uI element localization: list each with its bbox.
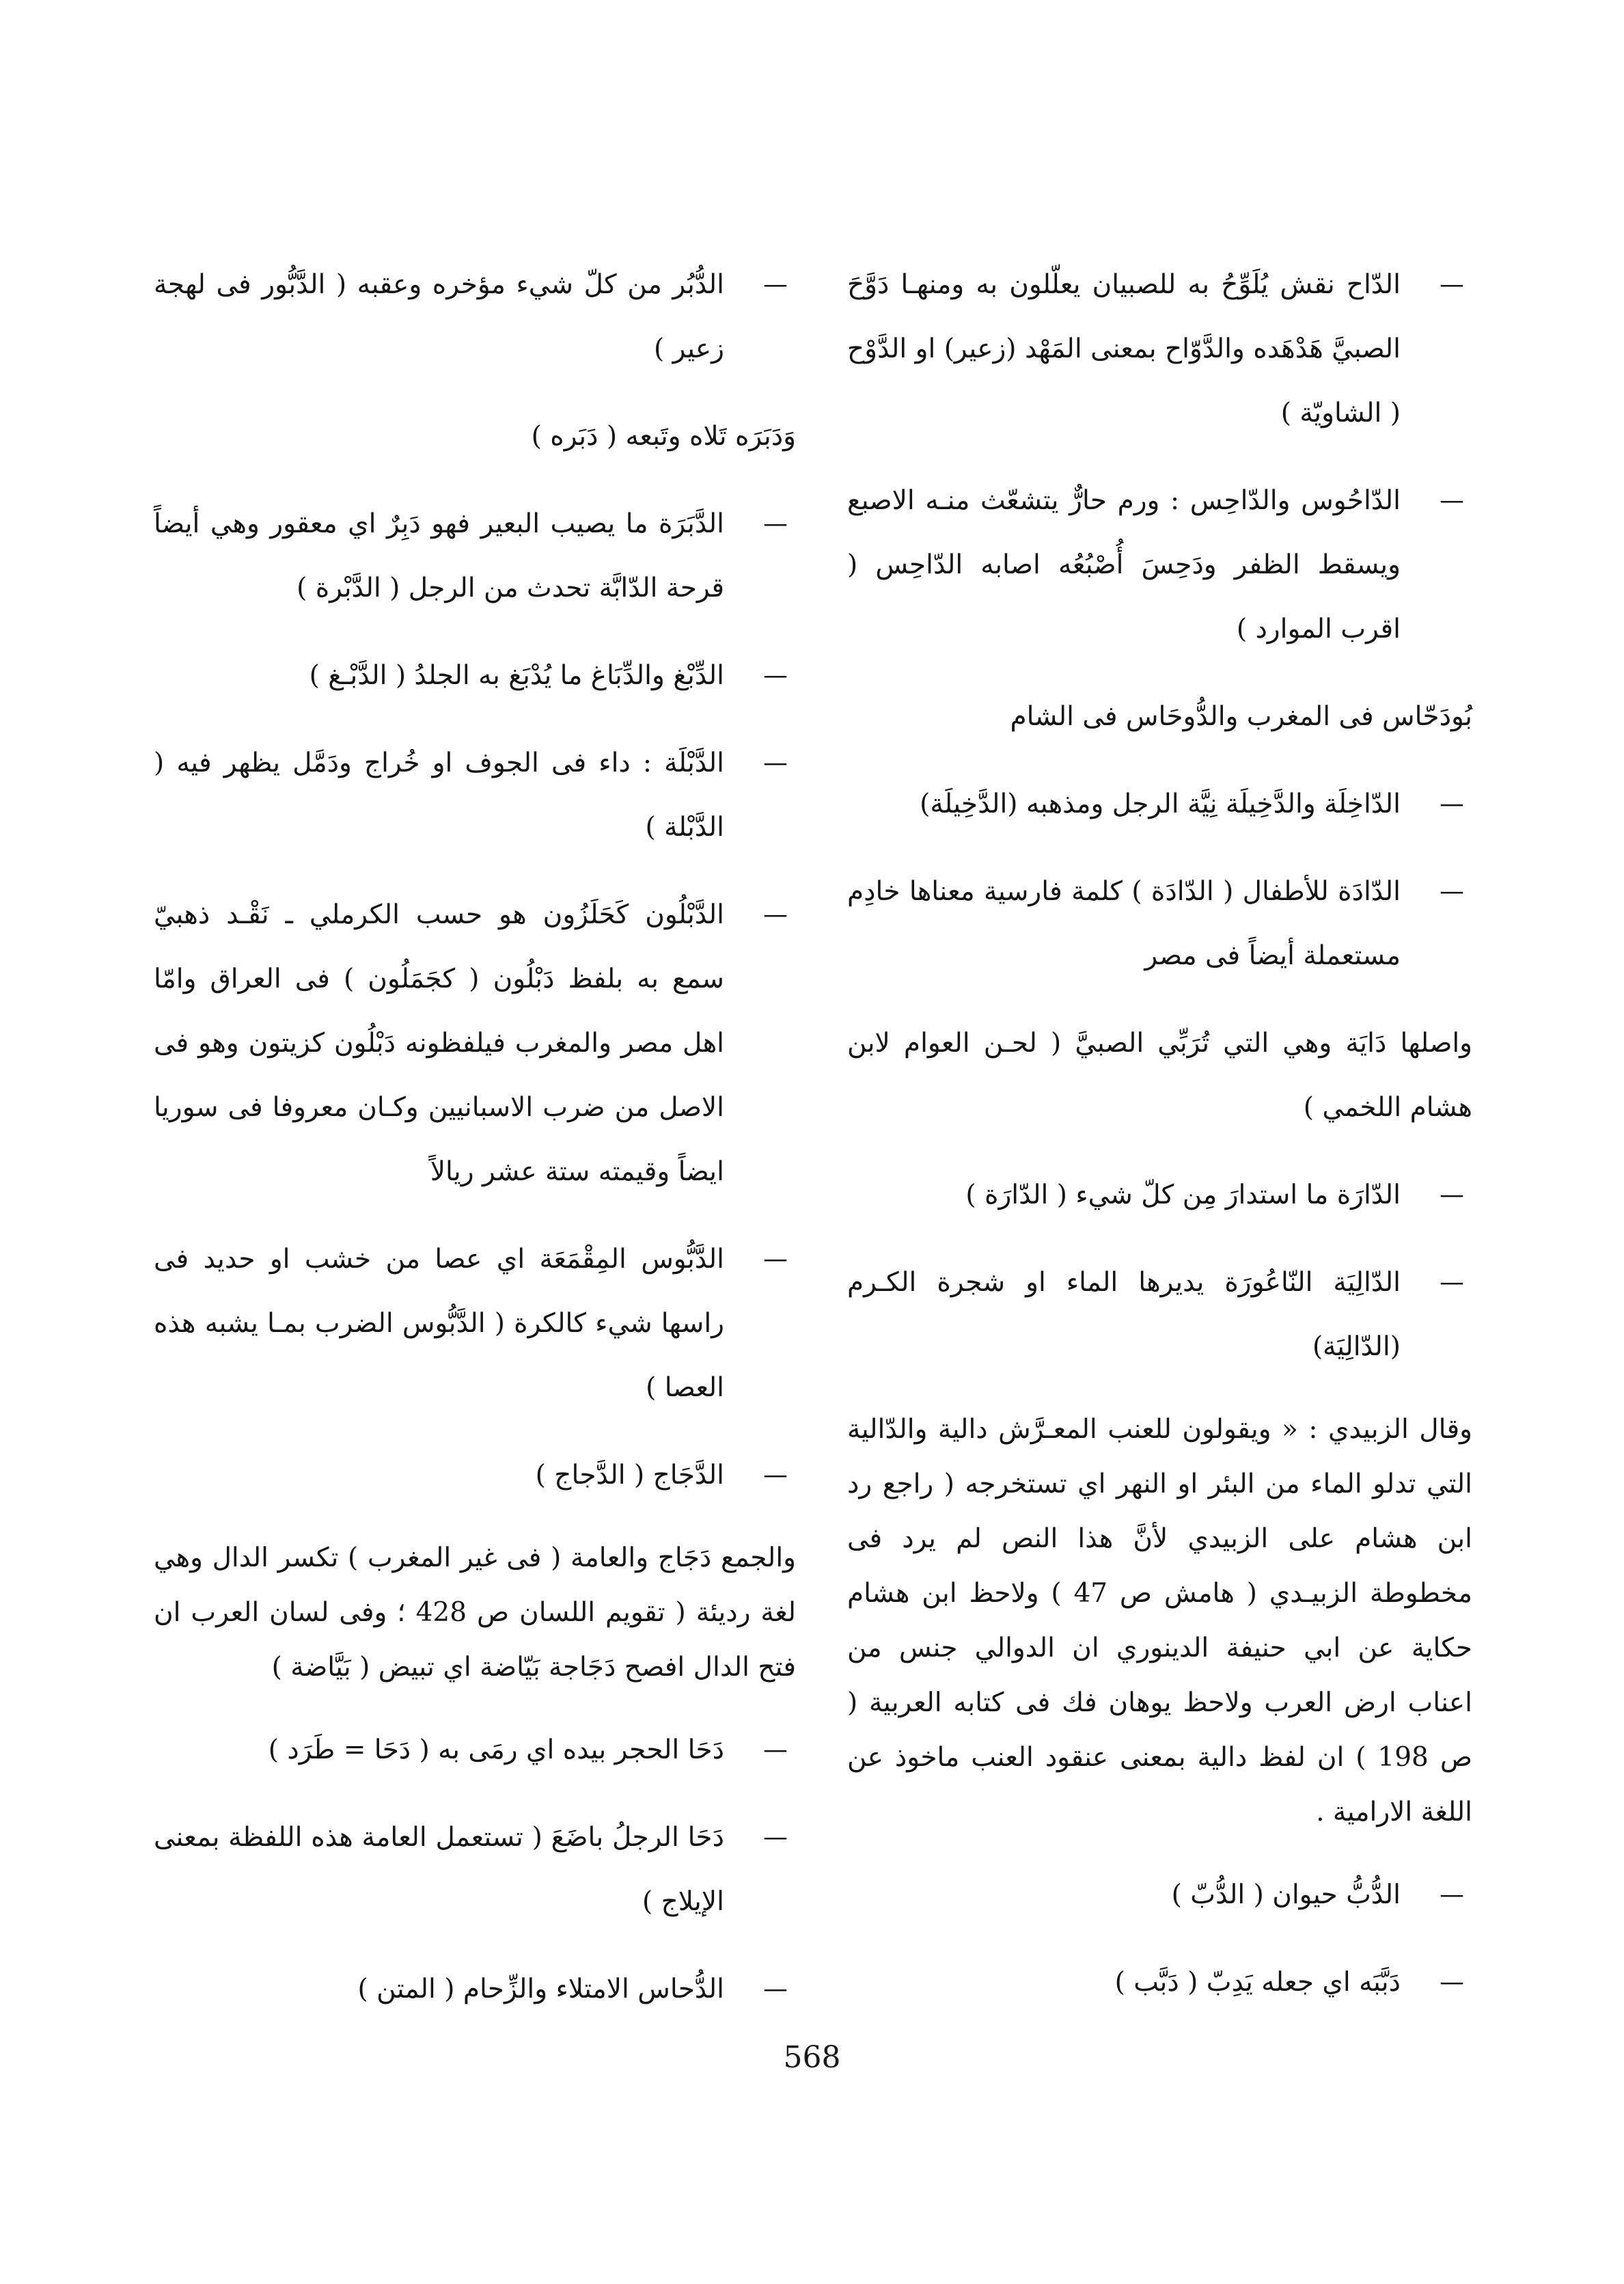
entry-dada [847, 860, 1472, 988]
entry-text: الدّادَة للأطفال ( الدّادَة ) كلمة فارسية معناها خادِم مستعملة أيضاً فى مصر [847, 876, 1401, 971]
entry-dablun [154, 883, 796, 1204]
entry-text: الدّاحُوس والدّاحِس : ورم حارٌّ يتشعّث منـه الاصبع ويسقط الظفر ودَحِسَ أُصْبُعُه اصابه الدّاحِس ( اقرب الموارد ) [847, 485, 1401, 644]
entry-text: دَحَا الحجر بيده اي رمَى به ( دَحَا = طَرَد ) [268, 1735, 724, 1765]
entry-dash: — [1440, 1881, 1464, 1909]
entry-text: دَبَّبَه اي جعله يَدِبّ ( دَبَّب ) [1114, 1967, 1401, 1998]
entry-text: الدِّبْغ والدِّبَاغ ما يُدْبَغ به الجلدُ ( الدَّبْـغ ) [309, 660, 724, 691]
entry-dash: — [1440, 1968, 1464, 1996]
page-number: 568 [783, 2040, 841, 2075]
entry-dash: — [1440, 878, 1464, 906]
entry-dash: — [763, 1461, 788, 1489]
entry-dakhila [847, 772, 1472, 837]
entry-dash: — [763, 1975, 788, 2003]
left-column [154, 253, 796, 2045]
entry-text: الدّاخِلَة والدَّخِيلَة نِيَّة الرجل ومذهبه (الدَّخِيلَة) [920, 789, 1401, 819]
entry-text: الدُّحاس الامتلاء والزِّحام ( المتن ) [357, 1974, 724, 2004]
paragraph-dajaj-plural: والجمع دَجَاج والعامة ( فى غير المغرب ) تكسر الدال وهي لغة رديئة ( تقويم اللسان ص 428 ؛ وفى لسان العرب ان فتح الدال افصح دَجَاجة بَيّاضة اي تبيض ( بَيَّاضة ) [154, 1542, 796, 1683]
entry-daliya [847, 1251, 1472, 1379]
entry-dajaj [154, 1443, 796, 1508]
entry-dash: — [763, 1736, 788, 1764]
entry-dash: — [763, 662, 788, 690]
entry-text: الدَّبْلُون كَحَلَزُون هو حسب الكرملي ـ نَقْـد ذهبيّ سمع به بلفظ دَبْلُون ( كجَمَلُون ) فى العراق وامّا اهل مصر والمغرب فيلفظونه دَبْلُون كزيتون وهو فى الاصل من ضرب الاسبانيين وكـان معروفا فى سوريا ايضاً وقيمته ستة عشر ريالاً [154, 899, 724, 1187]
entry-text: الدَّبْلَة : داء فى الجوف او خُراج ودَمَّل يظهر فيه ( الدَّبْلة ) [154, 748, 724, 843]
entry-dash: — [763, 271, 788, 299]
entry-daha-man [154, 1806, 796, 1934]
right-column [847, 253, 1472, 2038]
paragraph-budahhas: بُودَحّاس فى المغرب والدُّوحَاس فى الشام [1010, 701, 1472, 732]
entry-text: الدّارَة ما استدارَ مِن كلّ شيء ( الدّارَة ) [965, 1180, 1401, 1210]
entry-dash: — [763, 1823, 788, 1851]
entry-text: الدَّجَاج ( الدَّجاج ) [535, 1460, 724, 1491]
entry-dahus [847, 469, 1472, 662]
entry-dash: — [1440, 790, 1464, 818]
paragraph-dabarahu: وَدَبَرَه تَلاه وتَبعه ( دَبَره ) [531, 421, 796, 452]
entry-text: الدّاح نقش يُلَوِّحُ به للصبيان يعلّلون به ومنهـا دَوَّحَ الصبيَّ هَدْهَده والدَّوّاح بمعنى المَهْد (زعير) او الدَّوْح ( الشاويّة ) [847, 269, 1401, 429]
entry-text: دَحَا الرجلُ باضَعَ ( تستعمل العامة هذه اللفظة بمعنى الإيلاج ) [154, 1822, 724, 1917]
paragraph-daya: واصلها دَايَة وهي التي تُرَبِّي الصبيَّ ( لحـن العوام لابن هشام اللخمي ) [847, 1028, 1472, 1123]
entry-dibgh [154, 644, 796, 708]
entry-dabla [154, 731, 796, 860]
entry-duhas [154, 1957, 796, 2022]
entry-dash: — [763, 901, 788, 929]
entry-dash: — [1440, 271, 1464, 299]
entry-dubur [154, 253, 796, 381]
entry-dash: — [1440, 487, 1464, 515]
entry-text: الدُّبُّ حيوان ( الدُّبّ ) [1171, 1879, 1401, 1910]
entry-text: الدَّبُّوس المِقْمَعَة اي عصا من خشب او حديد فى راسها شيء كالكرة ( الدَّبُّوس الضرب بمـا يشبه هذه العصا ) [154, 1244, 724, 1403]
entry-dah [847, 253, 1472, 446]
entry-text: الدُّبُر من كلّ شيء مؤخره وعقبه ( الدَّبُّور فى لهجة زعير ) [154, 269, 724, 364]
entry-dash: — [763, 749, 788, 777]
entry-daha-stone [154, 1718, 796, 1782]
entry-dash: — [763, 510, 788, 538]
entry-dash: — [1440, 1181, 1464, 1209]
entry-dash: — [1440, 1268, 1464, 1296]
entry-dabara [154, 492, 796, 621]
entry-dara [847, 1163, 1472, 1227]
entry-dabbaba [847, 1950, 1472, 2015]
entry-dubb [847, 1863, 1472, 1927]
paragraph-zubaydi-quote: وقال الزبيدي : « ويقولون للعنب المعـرَّش دالية والدّالية التي تدلو الماء من البئر او النهر اي تستخرجه ( راجع رد ابن هشام على الزبيدي لأنَّ هذا النص لم يرد فى مخطوطة الزبيـدي ( هامش ص 47 ) ولاحظ ابن هشام حكاية عن ابي حنيفة الدينوري ان الدوالي جنس من اعناب ارض العرب ولاحظ يوهان فك فى كتابه العربية ( ص 198 ) ان لفظ دالية بمعنى عنقود العنب ماخوذ عن اللغة الارامية . [847, 1414, 1472, 1827]
entry-dash: — [763, 1245, 788, 1273]
entry-text: الدَّبَرَة ما يصيب البعير فهو دَبِرٌ اي معقور وهي أيضاً قرحة الدّابَّة تحدث من الرجل ( الدَّبْرة ) [154, 508, 724, 603]
entry-text: الدّالِيَة النّاعُورَة يديرها الماء او شجرة الكـرم (الدّالِيَة) [847, 1267, 1401, 1362]
entry-dabbus [154, 1227, 796, 1420]
